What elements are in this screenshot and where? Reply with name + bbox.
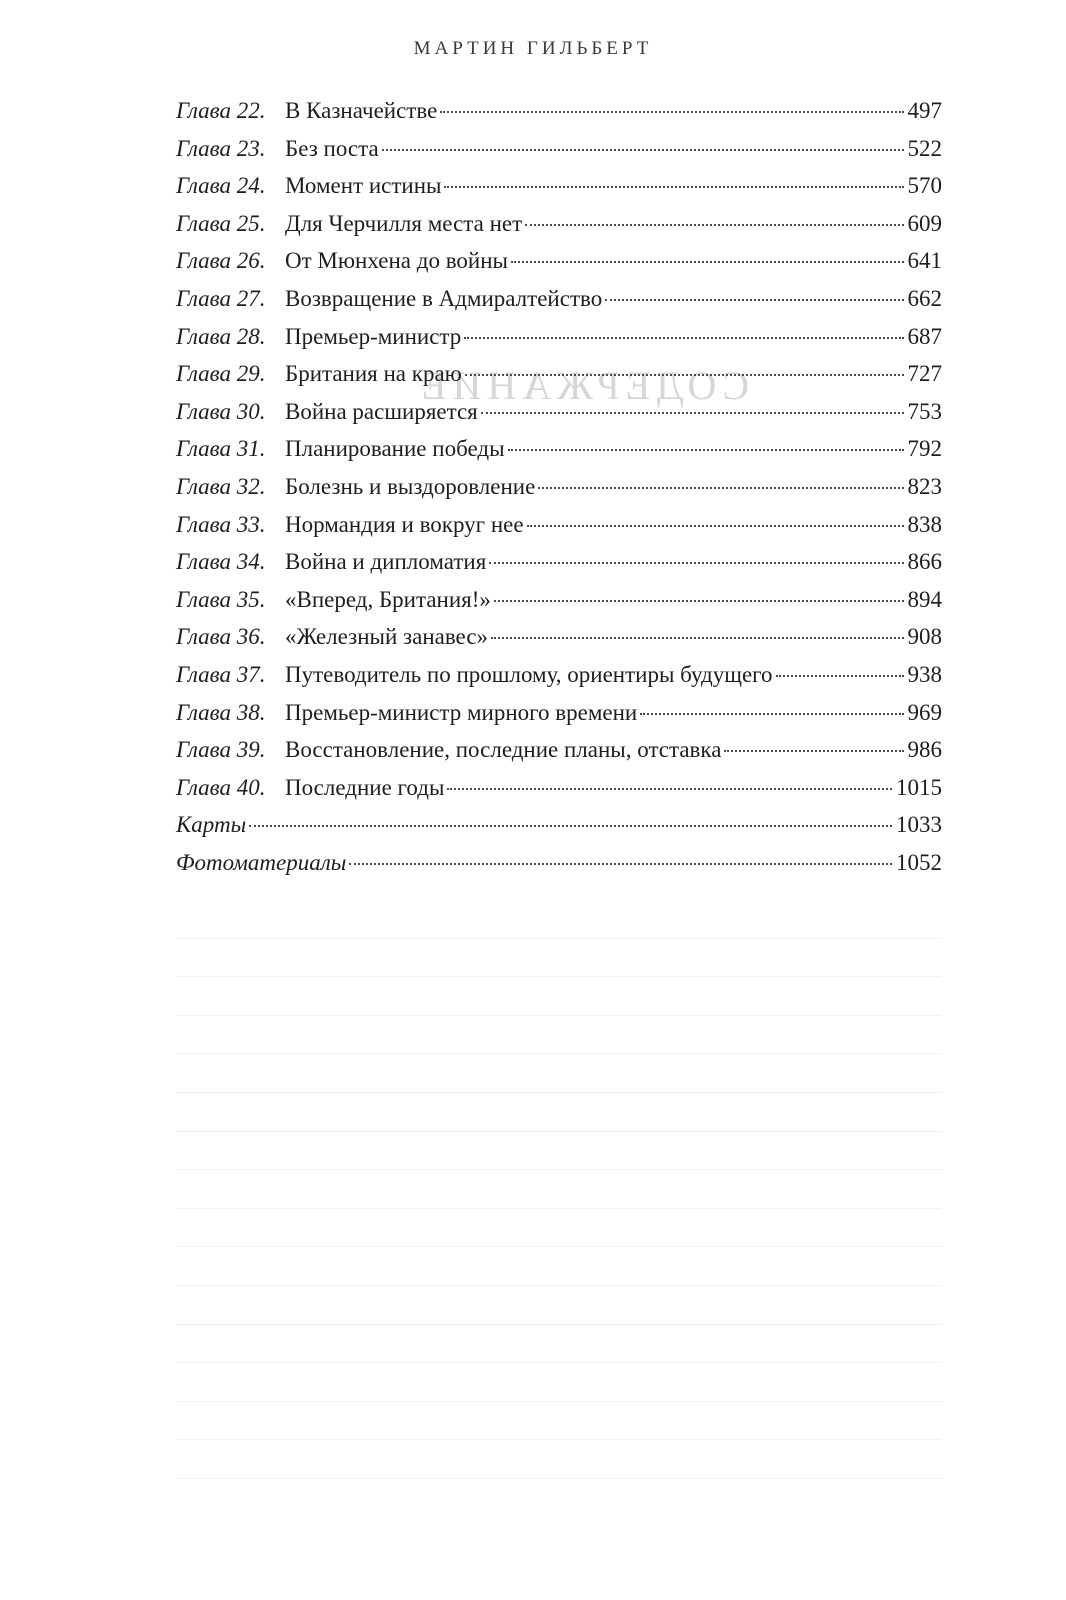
toc-entry-title: Путеводитель по прошлому, ориентиры будущего <box>285 661 773 687</box>
bleed-through-line <box>176 1016 942 1055</box>
dot-leader <box>382 149 904 151</box>
toc-entry <box>176 318 942 356</box>
dot-leader <box>538 487 903 489</box>
toc-entry-title: Последние годы <box>285 774 445 800</box>
toc-entry <box>176 167 942 205</box>
dot-leader <box>249 825 892 827</box>
toc-entry-page-number: 986 <box>907 737 942 763</box>
toc-entry-page-number: 641 <box>907 248 942 274</box>
toc-entry <box>176 205 942 243</box>
toc-entry-label: Глава 25. <box>176 210 266 236</box>
toc-entry-page-number: 497 <box>907 98 942 123</box>
dot-leader <box>491 637 903 639</box>
toc-entry-title: Возвращение в Адмиралтейство <box>285 285 603 311</box>
toc-entry <box>176 694 942 732</box>
toc-entry-label: Глава 24. <box>176 173 266 199</box>
bleed-through-line <box>176 1247 942 1286</box>
toc-entry-label: Глава 27. <box>176 285 266 311</box>
dot-leader <box>464 337 903 339</box>
toc-entry-page-number: 522 <box>907 135 942 161</box>
toc-entry-label: Глава 38. <box>176 699 266 725</box>
toc-entry-page-number: 753 <box>907 398 942 424</box>
toc-entry <box>176 430 942 468</box>
bleed-through-line <box>176 1402 942 1441</box>
dot-leader <box>481 412 904 414</box>
bleed-through-line <box>176 1170 942 1209</box>
toc-entry-title: Болезнь и выздоровление <box>285 473 536 499</box>
dot-leader <box>508 449 904 451</box>
dot-leader <box>605 299 903 301</box>
toc-entry-title: Для Черчилля места нет <box>285 210 523 236</box>
toc-entry-title: Премьер-министр <box>285 323 462 349</box>
table-of-contents <box>176 92 942 881</box>
toc-entry-label: Глава 35. <box>176 586 266 612</box>
toc-entry-label: Глава 37. <box>176 661 266 687</box>
toc-entry-page-number: 838 <box>907 511 942 537</box>
bleed-through-line <box>176 1363 942 1402</box>
toc-entry-page-number: 866 <box>907 549 942 575</box>
dot-leader <box>465 374 904 376</box>
toc-entry-label: Глава 22. <box>176 98 266 123</box>
toc-entry-page-number: 908 <box>907 624 942 650</box>
toc-entry <box>176 506 942 544</box>
bleed-through-heading: СОДЕРЖАНИЕ <box>416 363 750 408</box>
toc-entry <box>176 656 942 694</box>
bleed-through-line <box>176 1209 942 1248</box>
toc-entry <box>176 581 942 619</box>
toc-entry-title: В Казначействе <box>285 98 438 123</box>
toc-entry-label: Глава 39. <box>176 737 266 763</box>
toc-entry-label: Глава 23. <box>176 135 266 161</box>
bleed-through-line <box>176 900 942 939</box>
toc-entry-page-number: 969 <box>907 699 942 725</box>
toc-entry <box>176 130 942 168</box>
toc-entry-label: Глава 29. <box>176 361 266 387</box>
bleed-through-line <box>176 1054 942 1093</box>
toc-entry-page-number: 662 <box>907 285 942 311</box>
bleed-through-line <box>176 1286 942 1325</box>
toc-entry <box>176 242 942 280</box>
bleed-through-line <box>176 977 942 1016</box>
toc-entry-title: Планирование победы <box>285 436 505 462</box>
bleed-through-line <box>176 1093 942 1132</box>
toc-entry-title: Нормандия и вокруг нее <box>285 511 524 537</box>
toc-entry-title: Война расширяется <box>285 398 478 424</box>
toc-entry-label: Глава 28. <box>176 323 266 349</box>
dot-leader <box>440 111 903 113</box>
dot-leader <box>776 675 904 677</box>
toc-entry-page-number: 792 <box>907 436 942 462</box>
toc-entry-page-number: 1052 <box>896 849 942 875</box>
toc-entry <box>176 543 942 581</box>
bleed-through-line <box>176 1132 942 1171</box>
toc-entry-title: «Железный занавес» <box>285 624 489 650</box>
bleed-through-lines <box>176 900 942 1479</box>
running-head-author: МАРТИН ГИЛЬБЕРТ <box>413 38 653 59</box>
dot-leader <box>511 261 904 263</box>
toc-entry-page-number: 570 <box>907 173 942 199</box>
toc-entry-label: Глава 33. <box>176 511 266 537</box>
dot-leader <box>724 750 903 752</box>
toc-entry <box>176 280 942 318</box>
toc-entry-title: Момент истины <box>285 173 442 199</box>
toc-entry <box>176 806 942 844</box>
toc-entry-page-number: 1033 <box>896 812 942 838</box>
toc-entry-title: Премьер-министр мирного времени <box>285 699 638 725</box>
toc-entry-page-number: 823 <box>907 473 942 499</box>
bleed-through-line <box>176 939 942 978</box>
toc-entry <box>176 355 942 393</box>
toc-entry-title: Война и дипломатия <box>285 549 487 575</box>
dot-leader <box>640 713 903 715</box>
toc-entry-title: Британия на краю <box>285 361 462 387</box>
dot-leader <box>349 863 892 865</box>
toc-entry <box>176 618 942 656</box>
toc-entry-title: Без поста <box>285 135 379 161</box>
toc-entry <box>176 844 942 882</box>
dot-leader <box>494 600 904 602</box>
toc-entry-title: От Мюнхена до войны <box>285 248 508 274</box>
dot-leader <box>444 186 903 188</box>
toc-entry-label: Глава 26. <box>176 248 266 274</box>
toc-entry <box>176 468 942 506</box>
toc-entry <box>176 92 942 130</box>
toc-entry <box>176 731 942 769</box>
toc-entry-label: Фотоматериалы <box>176 849 347 875</box>
toc-entry-page-number: 609 <box>907 210 942 236</box>
toc-entry-page-number: 1015 <box>896 774 942 800</box>
toc-entry-label: Глава 40. <box>176 774 266 800</box>
toc-entry-title: «Вперед, Британия!» <box>285 586 491 612</box>
toc-entry-label: Глава 30. <box>176 398 266 424</box>
toc-entry-label: Карты <box>176 812 247 838</box>
toc-entry-label: Глава 34. <box>176 549 266 575</box>
toc-entry-page-number: 687 <box>907 323 942 349</box>
toc-entry-page-number: 894 <box>907 586 942 612</box>
bleed-through-line <box>176 1440 942 1479</box>
toc-entry-label: Глава 32. <box>176 473 266 499</box>
toc-entry <box>176 769 942 807</box>
toc-entry-label: Глава 31. <box>176 436 266 462</box>
toc-entry-page-number: 727 <box>907 361 942 387</box>
toc-entry-label: Глава 36. <box>176 624 266 650</box>
dot-leader <box>525 224 903 226</box>
dot-leader <box>489 562 903 564</box>
toc-entry-page-number: 938 <box>907 661 942 687</box>
bleed-through-line <box>176 1325 942 1364</box>
dot-leader <box>447 788 892 790</box>
dot-leader <box>527 525 904 527</box>
toc-entry <box>176 393 942 431</box>
toc-entry-title: Восстановление, последние планы, отставка <box>285 737 722 763</box>
